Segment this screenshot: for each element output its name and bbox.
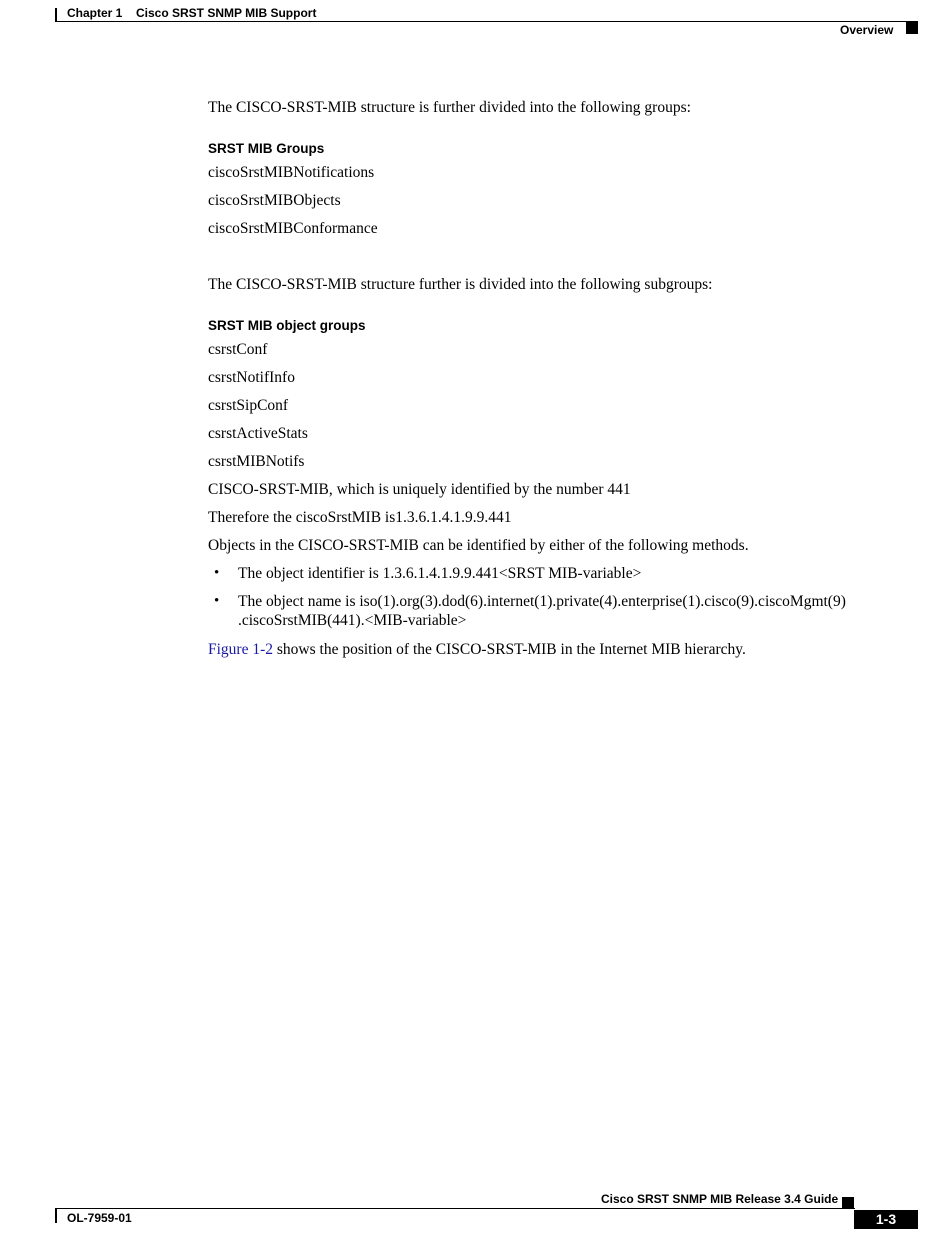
header-left-tick (55, 8, 57, 22)
subgroup-item: csrstConf (208, 341, 268, 358)
subgroup-item: csrstSipConf (208, 397, 289, 414)
footer-doc-number: OL-7959-01 (67, 1211, 132, 1225)
bullet-icon: • (214, 565, 220, 581)
bullet-object-identifier: The object identifier is 1.3.6.1.4.1.9.9.441<SRST MIB-variable> (238, 565, 642, 582)
intro-groups: The CISCO-SRST-MIB structure is further divided into the following groups: (208, 99, 691, 116)
header-marker-block (906, 22, 918, 34)
subgroup-item: csrstNotifInfo (208, 369, 295, 386)
header-rule (55, 21, 918, 22)
group-item: ciscoSrstMIBObjects (208, 192, 341, 209)
bullet-icon: • (214, 593, 220, 609)
objects-intro-text: Objects in the CISCO-SRST-MIB can be identified by either of the following methods. (208, 537, 749, 554)
bullet-object-name-continued: .ciscoSrstMIB(441).<MIB-variable> (238, 612, 467, 629)
bullet-object-name: The object name is iso(1).org(3).dod(6).internet(1).private(4).enterprise(1).cisco(9).ciscoMgmt(9) (238, 593, 846, 610)
footer-left-tick (55, 1209, 57, 1223)
footer-guide-title: Cisco SRST SNMP MIB Release 3.4 Guide (601, 1192, 839, 1206)
subgroup-item: csrstMIBNotifs (208, 453, 305, 470)
subgroup-item: csrstActiveStats (208, 425, 308, 442)
uniquely-identified-text: CISCO-SRST-MIB, which is uniquely identified by the number 441 (208, 481, 631, 498)
group-item: ciscoSrstMIBNotifications (208, 164, 375, 181)
figure-reference-paragraph (208, 640, 746, 660)
groups-heading: SRST MIB Groups (208, 141, 325, 156)
page-number: 1-3 (854, 1210, 918, 1229)
figure-reference-text: shows the position of the CISCO-SRST-MIB in the Internet MIB hierarchy. (273, 641, 746, 658)
group-item: ciscoSrstMIBConformance (208, 220, 378, 237)
header-chapter-title: Cisco SRST SNMP MIB Support (136, 6, 317, 20)
footer-rule (55, 1208, 855, 1209)
therefore-text: Therefore the ciscoSrstMIB is1.3.6.1.4.1.9.9.441 (208, 509, 512, 526)
header-section: Overview (840, 23, 894, 37)
subgroups-heading: SRST MIB object groups (208, 318, 366, 333)
figure-link[interactable]: Figure 1-2 (208, 641, 274, 658)
intro-subgroups: The CISCO-SRST-MIB structure further is divided into the following subgroups: (208, 276, 713, 293)
header-chapter: Chapter 1 (67, 6, 123, 20)
